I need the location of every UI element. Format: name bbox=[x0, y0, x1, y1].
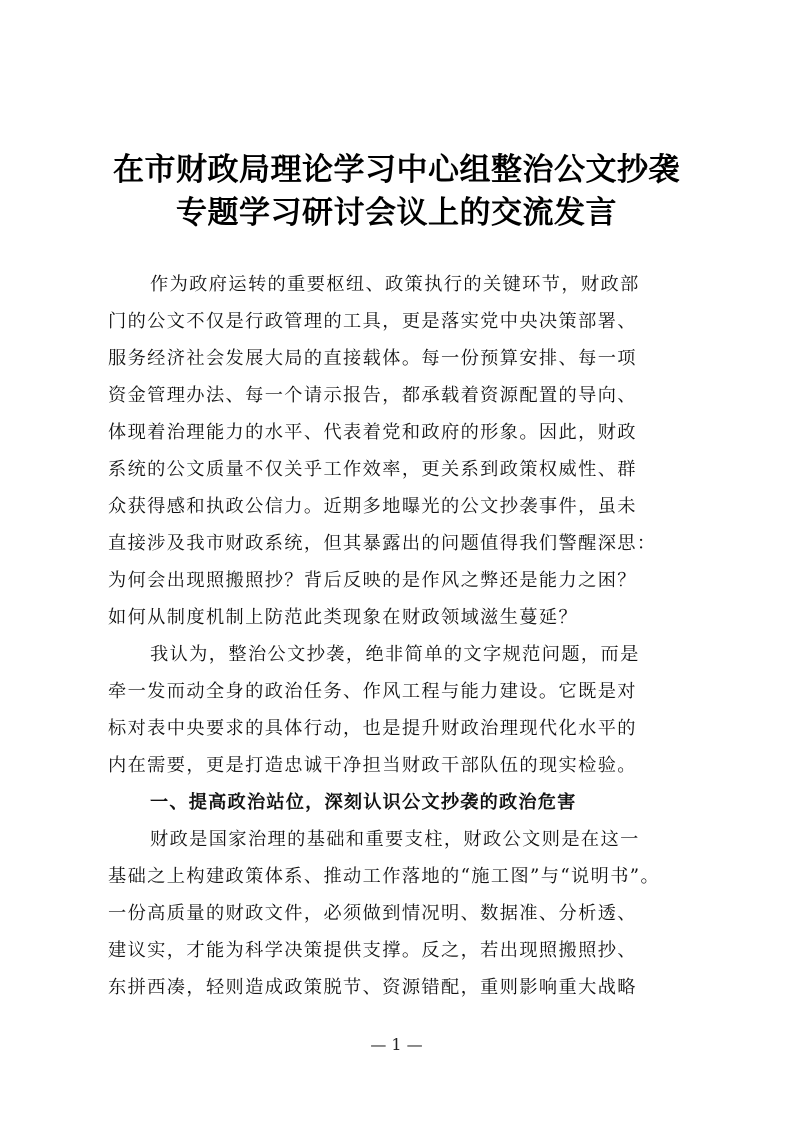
page-number: — 1 — bbox=[370, 1035, 423, 1054]
document-body bbox=[108, 266, 688, 1006]
body-line: 作为政府运转的重要枢纽、政策执行的关键环节，财政部 bbox=[150, 274, 640, 295]
document-title-line-2: 专题学习研讨会议上的交流发言 bbox=[176, 195, 617, 231]
body-line: 建议实，才能为科学决策提供支撑。反之，若出现照搬照抄、 bbox=[108, 940, 637, 961]
body-line: 内在需要，更是打造忠诚干净担当财政干部队伍的现实检验。 bbox=[108, 755, 637, 776]
body-line: 我认为，整治公文抄袭，绝非简单的文字规范问题，而是 bbox=[150, 644, 640, 665]
body-line: 系统的公文质量不仅关乎工作效率，更关系到政策权威性、群 bbox=[108, 459, 637, 480]
body-line: 东拼西凑，轻则造成政策脱节、资源错配，重则影响重大战略 bbox=[108, 977, 637, 998]
body-line: 体现着治理能力的水平、代表着党和政府的形象。因此，财政 bbox=[108, 422, 637, 443]
body-line: 财政是国家治理的基础和重要支柱，财政公文则是在这一 bbox=[150, 829, 640, 850]
body-line: 服务经济社会发展大局的直接载体。每一份预算安排、每一项 bbox=[108, 348, 637, 369]
body-line: 为何会出现照搬照抄？背后反映的是作风之弊还是能力之困？ bbox=[108, 570, 637, 591]
body-line: 门的公文不仅是行政管理的工具，更是落实党中央决策部署、 bbox=[108, 311, 637, 332]
document-title-line-1: 在市财政局理论学习中心组整治公文抄袭 bbox=[113, 152, 680, 188]
section-heading: 一、提高政治站位，深刻认识公文抄袭的政治危害 bbox=[150, 792, 577, 813]
body-line: 一份高质量的财政文件，必须做到情况明、数据准、分析透、 bbox=[108, 903, 637, 924]
body-line: 牵一发而动全身的政治任务、作风工程与能力建设。它既是对 bbox=[108, 681, 637, 702]
body-line: 基础之上构建政策体系、推动工作落地的“施工图”与“说明书”。 bbox=[108, 866, 661, 887]
body-line: 标对表中央要求的具体行动，也是提升财政治理现代化水平的 bbox=[108, 718, 637, 739]
body-line: 如何从制度机制上防范此类现象在财政领域滋生蔓延？ bbox=[108, 607, 579, 628]
body-line: 直接涉及我市财政系统，但其暴露出的问题值得我们警醒深思： bbox=[108, 533, 657, 554]
body-line: 资金管理办法、每一个请示报告，都承载着资源配置的导向、 bbox=[108, 385, 637, 406]
body-line: 众获得感和执政公信力。近期多地曝光的公文抄袭事件，虽未 bbox=[108, 496, 637, 517]
